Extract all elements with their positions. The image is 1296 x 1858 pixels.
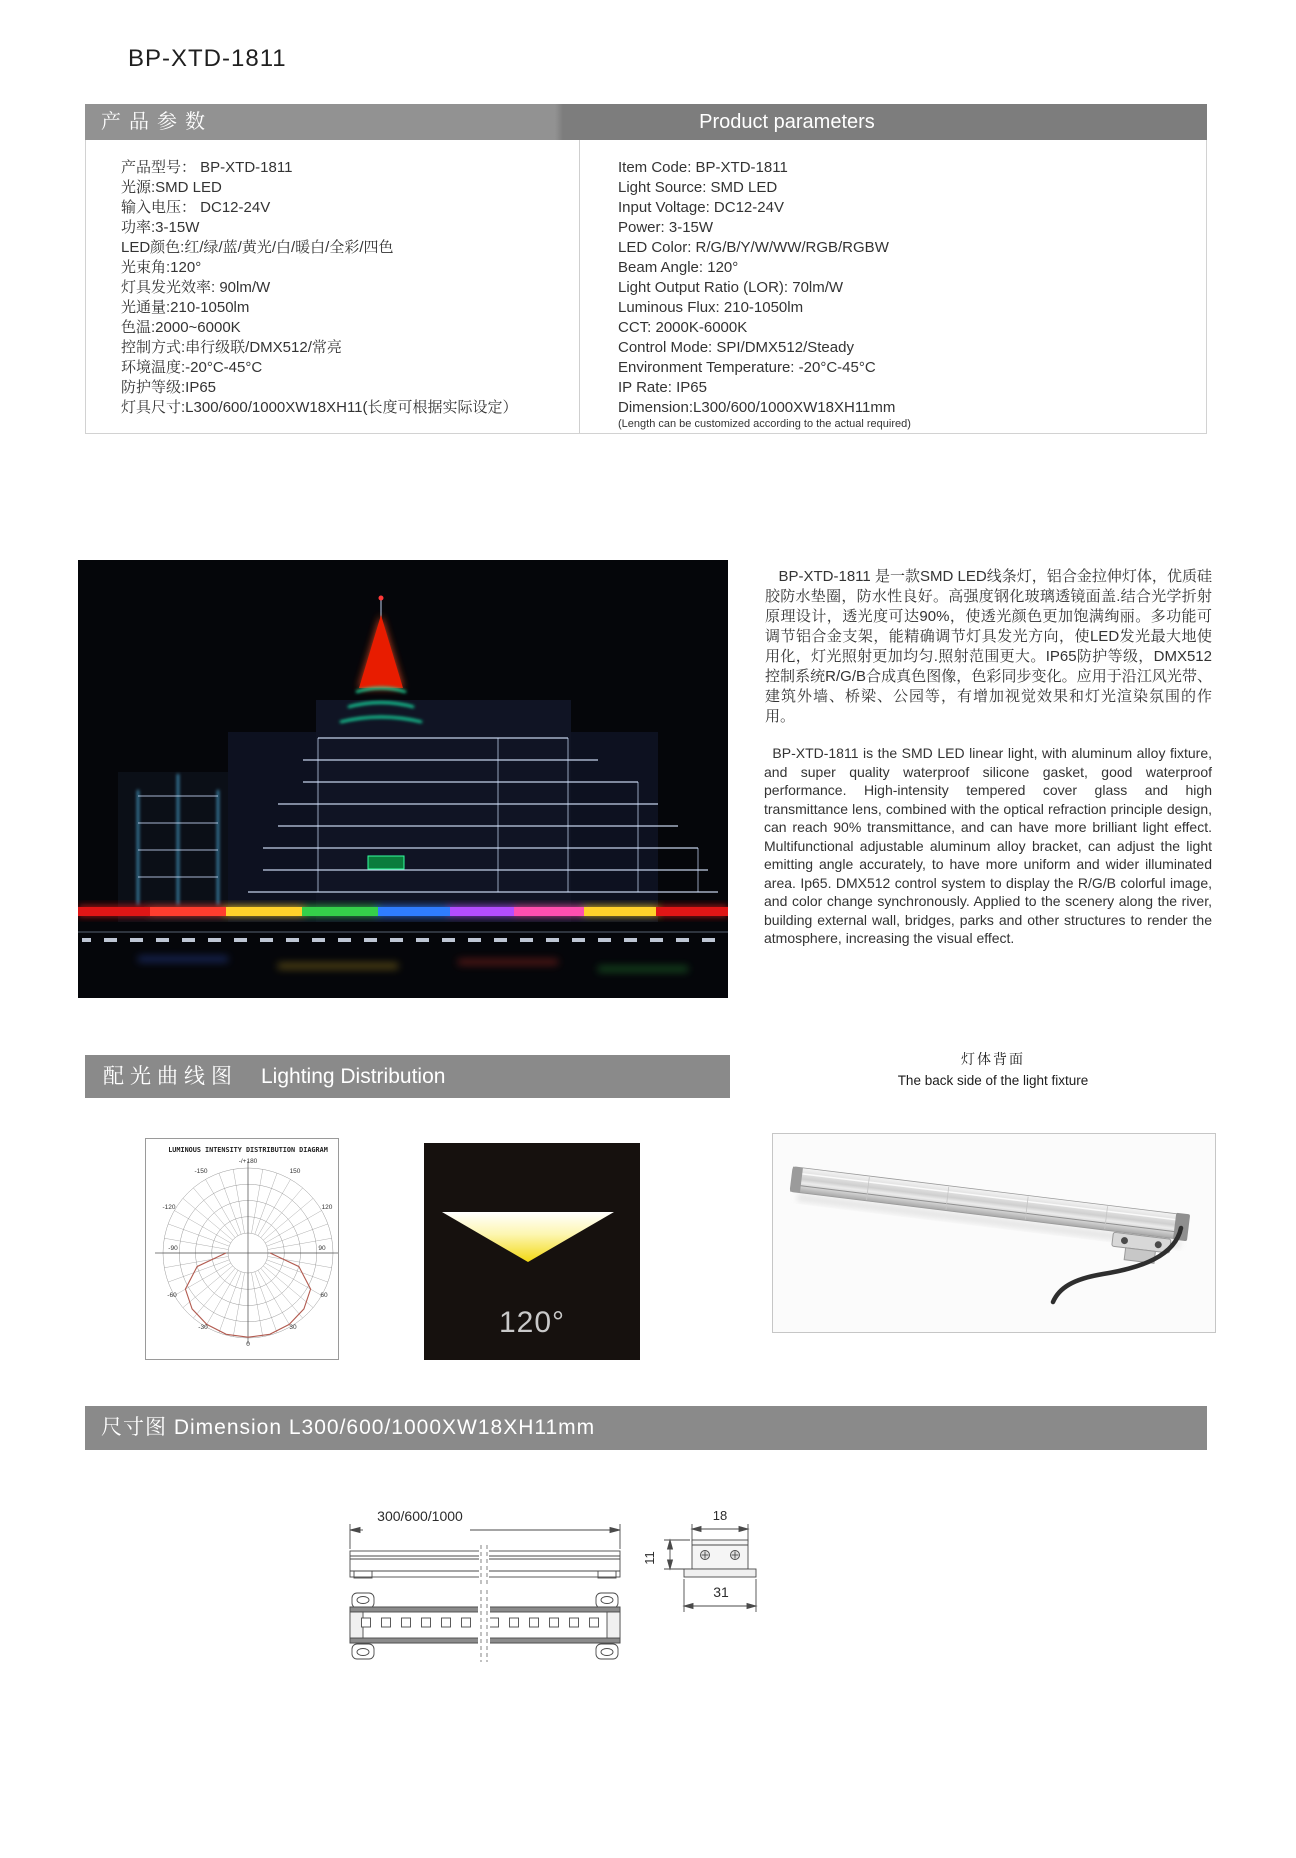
spec-row: LED颜色:红/绿/蓝/黄光/白/暖白/全彩/四色 xyxy=(121,239,394,256)
spec-row: 光通量:210-1050lm xyxy=(121,299,250,316)
column-divider xyxy=(579,140,580,433)
luminous-intensity-diagram xyxy=(145,1138,339,1360)
svg-text:30: 30 xyxy=(289,1324,297,1331)
svg-text:-/+180: -/+180 xyxy=(238,1158,258,1165)
spec-row: 输入电压： DC12-24V xyxy=(121,199,271,216)
height-dim-label: 11 xyxy=(642,1551,657,1565)
spec-row: 环境温度:-20°C-45°C xyxy=(121,359,263,376)
spec-row: CCT: 2000K-6000K xyxy=(618,319,748,336)
header-title-zh: 产品参数 xyxy=(101,111,213,133)
spec-row: Environment Temperature: -20°C-45°C xyxy=(618,359,876,376)
svg-text:0: 0 xyxy=(246,1341,250,1348)
back-side-caption-zh: 灯体背面 xyxy=(961,1051,1025,1067)
spec-list-en xyxy=(618,158,895,418)
back-side-caption-en: The back side of the light fixture xyxy=(897,1073,1089,1088)
lighting-bar-zh: 配光曲线图 xyxy=(103,1065,238,1088)
spec-list-zh xyxy=(121,158,518,418)
spec-row: Light Output Ratio (LOR): 70lm/W xyxy=(618,279,844,296)
spec-row: Input Voltage: DC12-24V xyxy=(618,199,784,216)
svg-text:-150: -150 xyxy=(194,1168,208,1175)
lighting-distribution-header-bar xyxy=(85,1055,730,1098)
spec-row: 光束角:120° xyxy=(121,259,202,276)
spec-table xyxy=(85,140,1207,434)
lighting-bar-en: Lighting Distribution xyxy=(261,1065,446,1088)
description-en: BP-XTD-1811 is the SMD LED linear light, with aluminum alloy fixture, and super quality waterproof silicone gasket, good waterproof performance. High-intensity tempered cover glass and high transmittance lens, combined with the optical refraction principle design, can reach 90% transmittance, and can have more brilliant light effect. Multifunctional adjustable aluminum alloy bracket, can adjust the light emitting angle accurately, to have more uniform and wider illuminated area. Ip65. DMX512 control system to display the R/G/B colorful image, and color change synchronously. Applied to the scenery along the river, building external wall, bridges, parks and other structures to render the atmosphere, increasing the visual effect. xyxy=(764,745,1212,946)
width-dim-label: 18 xyxy=(712,1508,728,1523)
building-night-photo xyxy=(78,560,728,998)
fixture-back-graphic xyxy=(773,1134,1215,1330)
hotel-sign xyxy=(368,856,404,869)
spec-row: Dimension:L300/600/1000XW18XH11mm xyxy=(618,399,896,416)
spec-row: 产品型号： BP-XTD-1811 xyxy=(121,159,293,176)
svg-text:120: 120 xyxy=(321,1204,333,1211)
beam-angle-graphic xyxy=(424,1143,640,1360)
svg-text:-30: -30 xyxy=(198,1324,208,1331)
fixture-back-photo xyxy=(772,1133,1216,1333)
spec-row: Luminous Flux: 210-1050lm xyxy=(618,299,804,316)
spec-row: Power: 3-15W xyxy=(618,219,714,236)
spec-row: Light Source: SMD LED xyxy=(618,179,778,196)
back-side-caption xyxy=(772,1049,1214,1091)
spec-row: 控制方式:串行级联/DMX512/常亮 xyxy=(121,339,342,356)
spec-row: 灯具发光效率: 90lm/W xyxy=(121,279,271,296)
polar-title: LUMINOUS INTENSITY DISTRIBUTION DIAGRAM xyxy=(168,1146,328,1154)
beam-angle-value: 120° xyxy=(498,1306,566,1339)
polar-grid xyxy=(155,1161,338,1344)
dimension-bar-label: 尺寸图 Dimension L300/600/1000XW18XH11mm xyxy=(101,1416,596,1439)
dimension-header-bar xyxy=(85,1406,1207,1450)
spec-row: Beam Angle: 120° xyxy=(618,259,739,276)
base-dim-label: 31 xyxy=(713,1584,729,1600)
svg-text:150: 150 xyxy=(289,1168,301,1175)
spec-row: LED Color: R/G/B/Y/W/WW/RGB/RGBW xyxy=(618,239,889,256)
length-dim-label: 300/600/1000 xyxy=(377,1508,463,1524)
page-title: BP-XTD-1811 xyxy=(128,45,287,72)
spec-row: IP Rate: IP65 xyxy=(618,379,707,396)
spec-row: Item Code: BP-XTD-1811 xyxy=(618,159,788,176)
spec-row: 功率:3-15W xyxy=(121,219,200,236)
svg-text:-90: -90 xyxy=(168,1245,178,1252)
spec-row: 防护等级:IP65 xyxy=(121,379,217,396)
spec-row: 色温:2000~6000K xyxy=(121,319,241,336)
polar-chart xyxy=(146,1139,338,1359)
description-zh: BP-XTD-1811 是一款SMD LED线条灯，铝合金拉伸灯体，优质硅胶防水垫圈，防水性良好。高强度钢化玻璃透镜面盖.结合光学折射原理设计，透光度可达90%，使透光颜色更加饱满绚丽。多功能可调节铝合金支架，能精确调节灯具发光方向，使LED发光最大地使用化，灯光照射更加均匀.照射范围更大。IP65防护等级，DMX512控制系统R/G/B合成真色图像，色彩同步变化。应用于沿江风光带、建筑外墙、桥梁、公园等，有增加视觉效果和灯光渲染氛围的作用。 xyxy=(765,568,1212,725)
svg-text:-60: -60 xyxy=(167,1292,177,1299)
header-title-en: Product parameters xyxy=(699,111,875,133)
dimension-drawing xyxy=(300,1495,780,1665)
product-parameters-header-bar xyxy=(85,104,1207,140)
spec-row: 光源:SMD LED xyxy=(121,179,222,196)
building-photo-graphic xyxy=(78,560,728,998)
svg-text:-120: -120 xyxy=(162,1204,176,1211)
svg-text:90: 90 xyxy=(318,1245,326,1252)
rainbow-light-band xyxy=(78,907,728,916)
spec-row: 灯具尺寸:L300/600/1000XW18XH11(长度可根据实际设定） xyxy=(121,399,518,416)
spec-row: Control Mode: SPI/DMX512/Steady xyxy=(618,339,854,356)
spec-length-note: (Length can be customized according to the actual required) xyxy=(618,418,911,430)
svg-text:60: 60 xyxy=(320,1292,328,1299)
